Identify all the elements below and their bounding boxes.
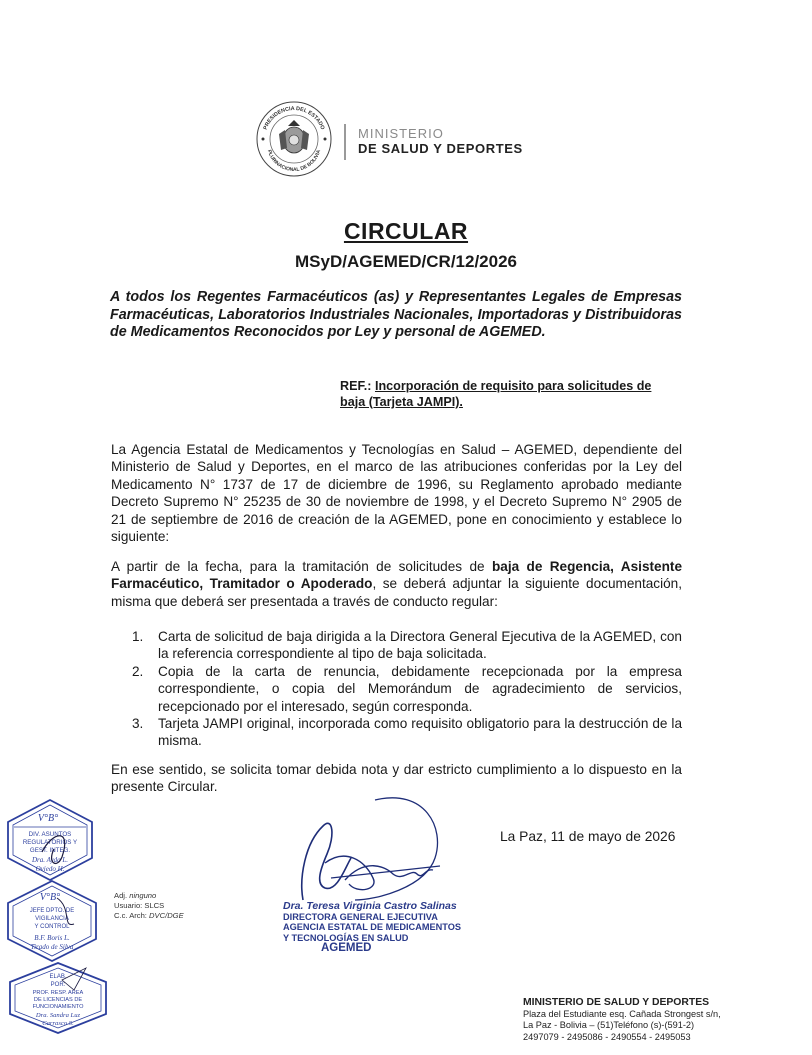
reference-label: REF.: (340, 379, 372, 393)
list-item-text: Copia de la carta de renuncia, debidamente recepcionada por la empresa correspondiente, o copia del Memorándum de agradecimiento de servicios, recepcionado por el interesado, según corresponda. (158, 663, 682, 714)
svg-text:REGULATORIOS Y: REGULATORIOS Y (22, 839, 78, 846)
svg-text:FUNCIONAMIENTO: FUNCIONAMIENTO (32, 1004, 84, 1010)
list-item (132, 628, 682, 663)
signer-agemed: AGEMED (321, 942, 372, 955)
signer-name: Dra. Teresa Virginia Castro Salinas (283, 900, 457, 912)
list-item-number: 1. (132, 629, 144, 644)
footer-address-city: La Paz - Bolivia – (51)Teléfono (s)-(591-2) (523, 1020, 695, 1031)
approval-stamp (2, 797, 98, 883)
paragraph-requirements-post: , se deberá adjuntar la siguiente documentación, misma que deberá ser presentada a través de conducto regular: (111, 576, 683, 609)
svg-text:Dra. Sandra Luz: Dra. Sandra Luz (35, 1012, 81, 1019)
annex-notes (114, 891, 184, 921)
svg-text:Carrasco S.: Carrasco S. (42, 1020, 74, 1027)
signer-agency-line2: Y TECNOLOGÍAS EN SALUD (283, 932, 409, 943)
annex-adj: Adj. ninguno (114, 891, 157, 900)
footer-phones: 2497079 - 2495086 - 2490554 - 2495053 (523, 1031, 691, 1042)
svg-text:PLURINACIONAL DE BOLIVIA: PLURINACIONAL DE BOLIVIA (265, 149, 323, 174)
svg-text:POR:: POR: (50, 982, 66, 988)
svg-text:PROF. RESP. AREA: PROF. RESP. AREA (32, 990, 84, 996)
ministry-divider (344, 124, 346, 160)
list-item-number: 2. (132, 663, 144, 679)
svg-text:GEST. INTEG.: GEST. INTEG. (29, 847, 71, 854)
approval-stamp (4, 960, 112, 1036)
requirements-list (132, 628, 682, 750)
list-item-text: Tarjeta JAMPI original, incorporada como requisito obligatorio para la destrucción de la misma. (158, 716, 682, 749)
list-item (132, 715, 682, 750)
annex-user: Usuario: SLCS (114, 901, 165, 910)
svg-text:V°B°: V°B° (39, 892, 61, 903)
list-item-number: 3. (132, 716, 144, 732)
document-code: MSyD/AGEMED/CR/12/2026 (294, 252, 518, 271)
place-date: La Paz, 11 de mayo de 2026 (500, 829, 676, 844)
recipients: A todos los Regentes Farmacéuticos (as) y Representantes Legales de Empresas Farmacéuticas, Laboratorios Industriales Nacionales, Importadoras y Distribuidoras de Medicamentos Reconocidos por Ley y personal de AGEMED. (110, 289, 682, 340)
footer-title: MINISTERIO DE SALUD Y DEPORTES (523, 997, 710, 1008)
signer-agency: AGENCIA ESTATAL DE MEDICAMENTOS (283, 922, 461, 933)
reference-text: Incorporación de requisito para solicitudes de baja (Tarjeta JAMPI). (340, 379, 652, 409)
ministry-name-line2: DE SALUD Y DEPORTES (358, 141, 523, 156)
document-title: CIRCULAR (343, 218, 469, 244)
ministry-name-line1: MINISTERIO (358, 126, 444, 141)
paragraph-requirements (111, 558, 682, 610)
svg-text:DE LICENCIAS DE: DE LICENCIAS DE (33, 997, 83, 1003)
handwritten-signature (275, 788, 465, 908)
list-item-text: Carta de solicitud de baja dirigida a la Directora General Ejecutiva de la AGEMED, con la referencia correspondiente al tipo de baja solicitada. (158, 629, 682, 662)
approval-stamp (2, 878, 102, 964)
paragraph-intro: La Agencia Estatal de Medicamentos y Tecnologías en Salud – AGEMED, dependiente del Ministerio de Salud y Deportes, en el marco de las atribuciones conferidas por la Ley del Medicamento N° 1737 de 17 de diciembre de 1996, su Reglamento aprobado mediante Decreto Supremo N° 25235 de 30 de noviembre de 1998, y el Decreto Supremo N° 2905 de 21 de septiembre de 2016 de creación de la AGEMED, pone en conocimiento y establece lo siguiente: (111, 442, 682, 545)
signature-block (283, 900, 461, 955)
svg-text:Tirado de Silva: Tirado de Silva (30, 943, 74, 951)
signer-title: DIRECTORA GENERAL EJECUTIVA (283, 911, 438, 922)
footer-address: Plaza del Estudiante esq. Cañada Strongest s/n, (523, 1008, 721, 1019)
paragraph-requirements-bold: baja de Regencia, Asistente Farmacéutico, Tramitador o Apoderado (111, 559, 682, 592)
svg-text:PRESIDENCIA DEL ESTADO: PRESIDENCIA DEL ESTADO (262, 105, 326, 131)
paragraph-closing: En ese sentido, se solicita tomar debida nota y dar estricto cumplimiento a lo dispuesto en la presente Circular. (111, 762, 682, 795)
svg-text:V°B°: V°B° (37, 813, 59, 824)
list-item (132, 663, 682, 715)
svg-text:Oviedo H.: Oviedo H. (35, 865, 65, 873)
svg-text:Y CONTROL: Y CONTROL (34, 924, 70, 930)
svg-text:Dra. Ayda L.: Dra. Ayda L. (31, 856, 69, 864)
svg-text:ELAB.: ELAB. (49, 974, 67, 980)
state-seal-logo (255, 100, 333, 178)
reference (340, 378, 670, 410)
paragraph-requirements-pre: A partir de la fecha, para la tramitación de solicitudes de (111, 559, 492, 574)
svg-text:VIGILANCIA: VIGILANCIA (35, 916, 69, 922)
svg-text:DIV. ASUNTOS: DIV. ASUNTOS (28, 831, 72, 838)
svg-text:B.F. Boris L.: B.F. Boris L. (34, 934, 70, 942)
footer (523, 997, 783, 1043)
svg-text:JEFE DPTO. DE: JEFE DPTO. DE (29, 908, 75, 914)
annex-cc: C.c. Arch: DVC/DGE (114, 911, 184, 920)
